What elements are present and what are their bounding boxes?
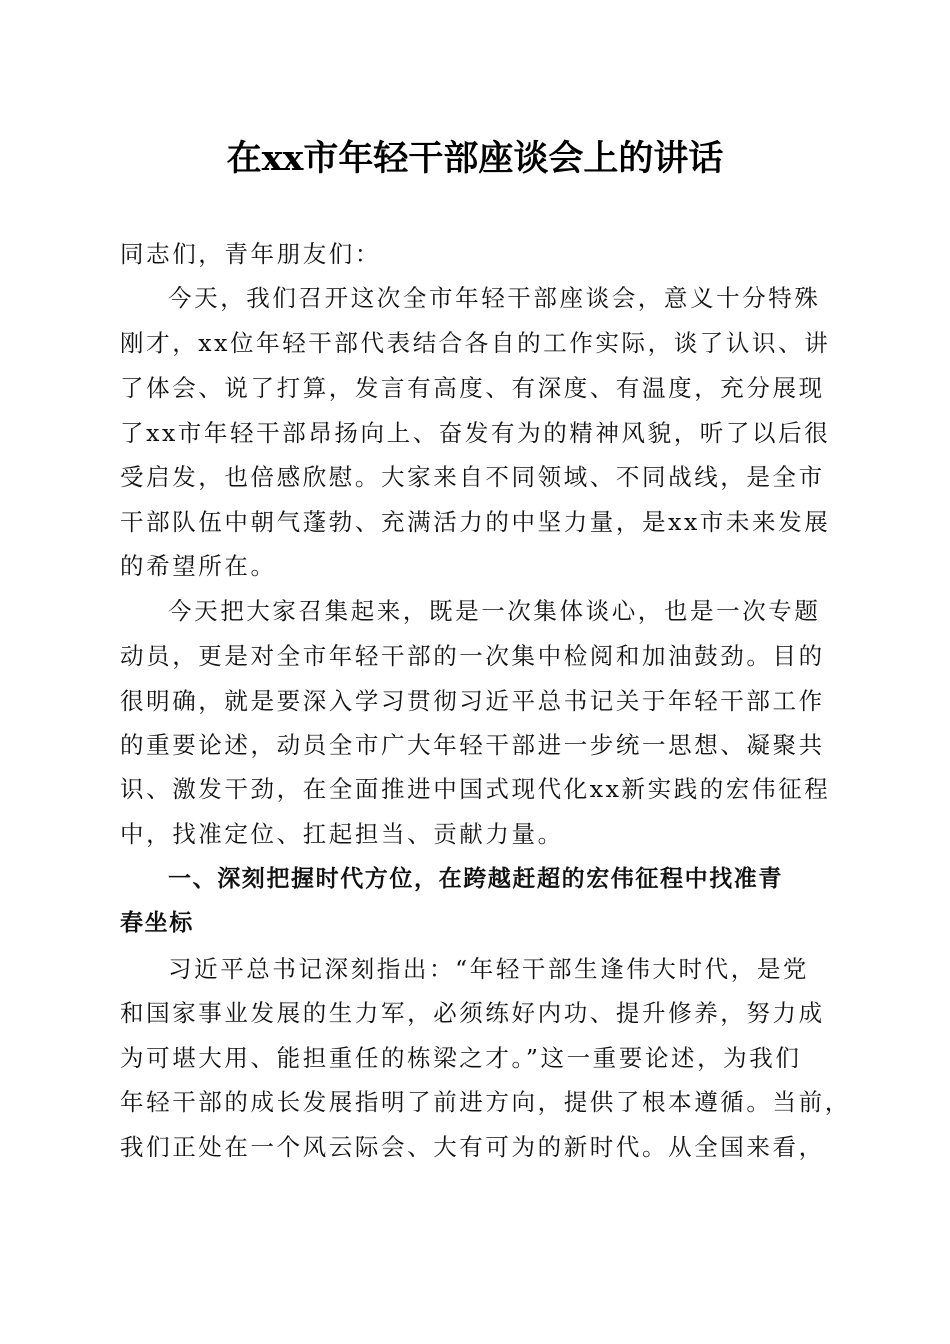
paragraph-1-line-2: 刚才，xx位年轻干部代表结合各自的工作实际，谈了认识、讲 bbox=[120, 329, 831, 357]
paragraph-1-line-4: 了xx市年轻干部昂扬向上、奋发有为的精神风貌，听了以后很 bbox=[120, 419, 831, 447]
paragraph-3-line-3: 为可堪大用、能担重任的栋梁之才。”这一重要论述，为我们 bbox=[120, 1044, 802, 1072]
paragraph-3-line-1: 习近平总书记深刻指出：“年轻干部生逢伟大时代，是党 bbox=[168, 955, 810, 983]
paragraph-2-line-5: 识、激发干劲，在全面推进中国式现代化xx新实践的宏伟征程 bbox=[120, 775, 831, 803]
paragraph-2-line-2: 动员，更是对全市年轻干部的一次集中检阅和加油鼓劲。目的 bbox=[120, 642, 825, 670]
paragraph-1-line-3: 了体会、说了打算，发言有高度、有深度、有温度，充分展现 bbox=[120, 374, 825, 402]
section-heading-line-1: 一、深刻把握时代方位，在跨越赶超的宏伟征程中找准青 bbox=[168, 866, 783, 892]
paragraph-2-line-1: 今天把大家召集起来，既是一次集体谈心，也是一次专题 bbox=[168, 597, 821, 625]
salutation: 同志们，青年朋友们： bbox=[120, 240, 381, 268]
paragraph-3-line-2: 和国家事业发展的生力军，必须练好内功、提升修养，努力成 bbox=[120, 999, 825, 1027]
paragraph-3-line-4: 年轻干部的成长发展指明了前进方向，提供了根本遵循。当前， bbox=[120, 1088, 851, 1116]
paragraph-2-line-6: 中，找准定位、扛起担当、贡献力量。 bbox=[120, 820, 564, 848]
document-title: 在xx市年轻干部座谈会上的讲话 bbox=[226, 138, 724, 179]
paragraph-1-line-5: 受启发，也倍感欣慰。大家来自不同领域、不同战线，是全市 bbox=[120, 463, 825, 491]
paragraph-1-line-7: 的希望所在。 bbox=[120, 552, 277, 580]
paragraph-1-line-1: 今天，我们召开这次全市年轻干部座谈会，意义十分特殊 bbox=[168, 284, 821, 312]
paragraph-2-line-4: 的重要论述，动员全市广大年轻干部进一步统一思想、凝聚共 bbox=[120, 731, 825, 759]
paragraph-3-line-5: 我们正处在一个风云际会、大有可为的新时代。从全国来看， bbox=[120, 1133, 825, 1161]
section-heading-line-2: 春坐标 bbox=[120, 910, 194, 936]
paragraph-1-line-6: 干部队伍中朝气蓬勃、充满活力的中坚力量，是xx市未来发展 bbox=[120, 508, 831, 536]
paragraph-2-line-3: 很明确，就是要深入学习贯彻习近平总书记关于年轻干部工作 bbox=[120, 687, 825, 715]
